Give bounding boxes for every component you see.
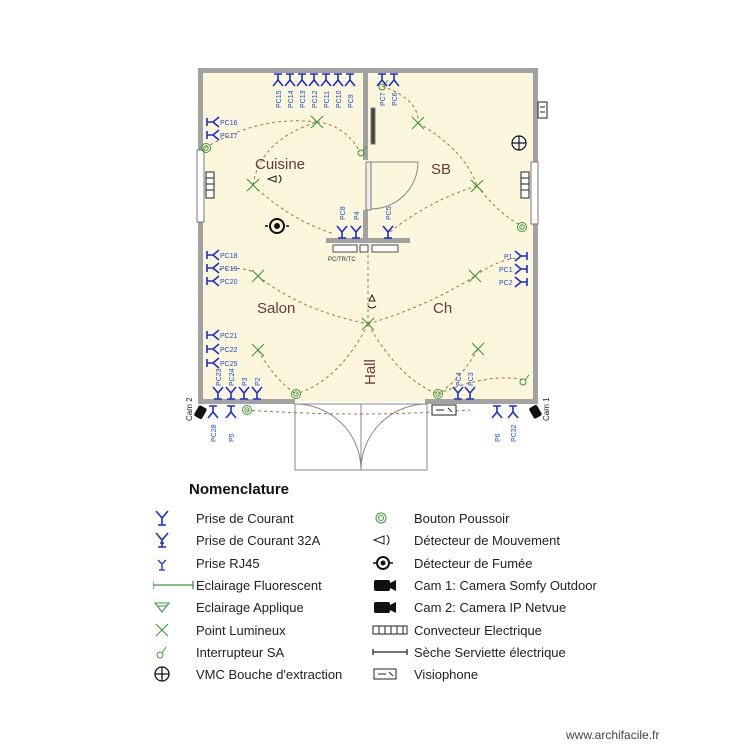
prise-courant-icon: [226, 406, 236, 418]
room-cuisine: Cuisine: [255, 156, 306, 173]
legend-label: Interrupteur SA: [196, 644, 285, 660]
outlet-label: PC8: [340, 206, 347, 220]
legend-title: Nomenclature: [189, 481, 290, 498]
prise-32a-icon: [153, 531, 195, 551]
outlet-label: PC3: [468, 372, 475, 386]
outlet-label: PC21: [220, 333, 238, 340]
outlet-label: PC7: [380, 92, 387, 106]
prise-courant-icon: [492, 406, 502, 418]
eclairage-fluorescent-icon: [153, 576, 195, 596]
detecteur-mouvement-icon: [372, 531, 414, 551]
outlet-label: PC14: [288, 90, 295, 108]
legend-label: Prise de Courant 32A: [196, 533, 321, 549]
legend-label: Point Lumineux: [196, 622, 286, 638]
panel-label: PC/TR/TC: [328, 257, 356, 263]
point-lumineux-icon: [153, 621, 195, 641]
prise-rj45-icon: [153, 554, 195, 574]
outlet-label: PC12: [312, 90, 319, 108]
legend-label: Eclairage Fluorescent: [196, 577, 322, 593]
seche-serviette-icon: [372, 643, 414, 663]
legend-label: Sèche Serviette électrique: [414, 644, 566, 660]
cam1-label: Cam 1: [542, 397, 551, 421]
vmc-icon: [153, 665, 195, 685]
footer-credit: www.archifacile.fr: [566, 728, 660, 742]
outlet-label: PC2: [499, 280, 513, 287]
seche-serviette-icon: [538, 102, 547, 118]
outlet-label: PC1: [499, 267, 513, 274]
outlet-label: PC32: [511, 424, 518, 442]
outlet-label: PC4: [456, 372, 463, 386]
outlet-label: PC18: [220, 253, 238, 260]
camera-netvue-icon: [194, 405, 208, 420]
prise-courant-icon: [508, 406, 518, 418]
outlet-label: PC22: [220, 347, 238, 354]
electrical-panel: [333, 245, 398, 252]
detecteur-fumee-icon: [372, 554, 414, 574]
outlet-label: PC28: [211, 424, 218, 442]
outlet-label: PC24: [229, 368, 236, 386]
outlet-label: P6: [495, 433, 502, 442]
outlet-label: P4: [354, 211, 361, 220]
legend-label: Bouton Poussoir: [414, 511, 510, 526]
outlet-label: PC19: [220, 266, 238, 273]
legend-label: Cam 1: Camera Somfy Outdoor: [414, 577, 597, 593]
prise-courant-icon: [208, 406, 218, 418]
convecteur-icon: [372, 621, 414, 641]
legend-label: Prise de Courant: [196, 511, 294, 526]
outlet-label: P5: [229, 433, 236, 442]
legend-label: Détecteur de Mouvement: [414, 533, 560, 549]
outlet-label: PC25: [220, 361, 238, 368]
outlet-label: PC16: [220, 120, 238, 127]
room-ch: Ch: [433, 300, 453, 317]
outlet-label: PC13: [300, 90, 307, 108]
legend-label: Prise RJ45: [196, 555, 260, 571]
camera-somfy-icon: [529, 404, 543, 419]
outlet-label: PC10: [336, 90, 343, 108]
outlet-label: PC20: [220, 279, 238, 286]
legend-label: Convecteur Electrique: [414, 622, 542, 638]
prise-courant-icon: [153, 509, 195, 529]
legend-label: Visiophone: [414, 667, 479, 683]
room-hall: Hall: [362, 359, 379, 385]
legend-label: Cam 2: Camera IP Netvue: [414, 600, 567, 616]
outlet-label: PC5: [386, 206, 393, 220]
eclairage-applique-icon: [153, 598, 195, 618]
legend-label: Détecteur de Fumée: [414, 555, 533, 571]
outlet-label: PC11: [324, 91, 331, 108]
outlet-label: P1: [504, 254, 513, 261]
outlet-label: P3: [242, 377, 249, 386]
room-sb: SB: [431, 161, 452, 178]
outlet-label: P2: [255, 377, 262, 386]
vmc-icon: [512, 136, 526, 150]
visiophone-icon: [432, 405, 456, 415]
outlet-label: PC15: [276, 90, 283, 108]
camera-somfy-icon: [372, 576, 414, 596]
bouton-poussoir-icon: [372, 509, 414, 529]
outlet-label: PC23: [216, 368, 223, 386]
outlet-label: PC17: [220, 133, 238, 140]
room-salon: Salon: [257, 300, 296, 317]
interrupteur-icon: [153, 643, 195, 663]
cam2-label: Cam 2: [185, 397, 194, 421]
legend-label: Eclairage Applique: [196, 600, 304, 616]
outlet-label: PC6: [392, 92, 399, 106]
outlet-label: PC9: [348, 94, 355, 108]
visiophone-icon: [372, 665, 414, 685]
legend-label: VMC Bouche d'extraction: [196, 667, 343, 683]
camera-netvue-icon: [372, 598, 414, 618]
